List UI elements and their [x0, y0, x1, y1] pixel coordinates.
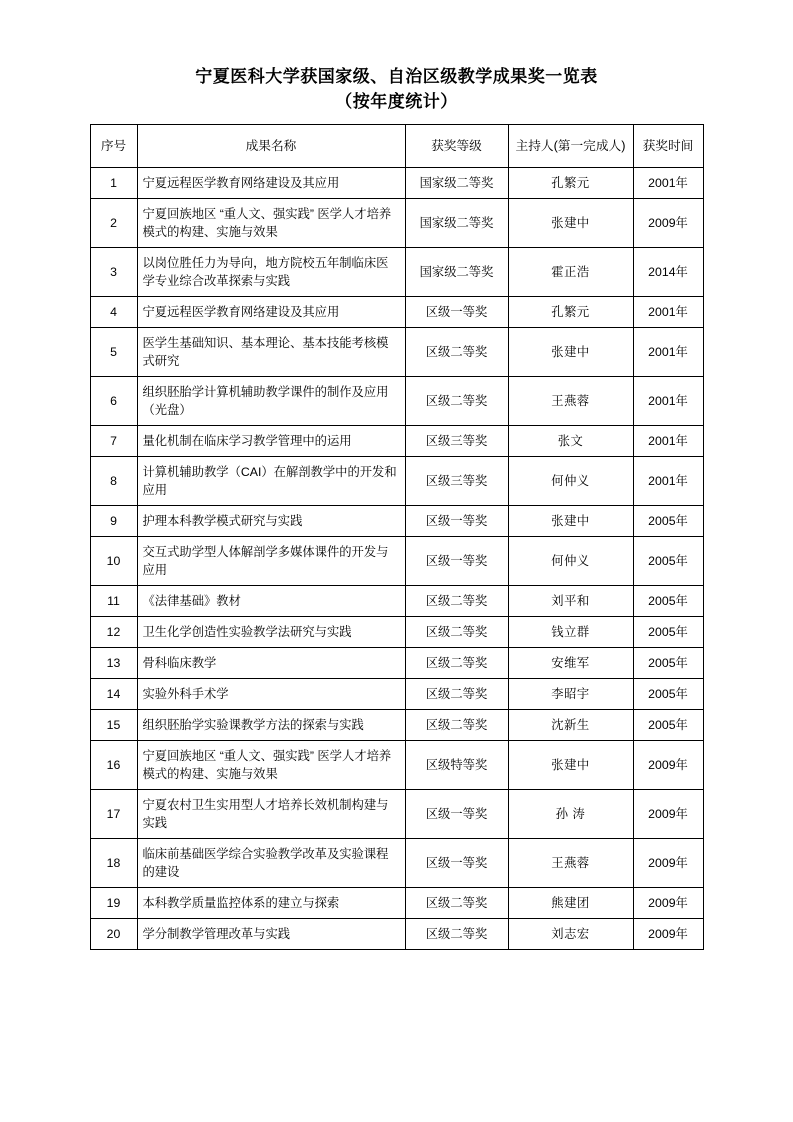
table-row	[90, 586, 703, 617]
table-row	[90, 457, 703, 506]
cell-year: 2005年	[633, 710, 703, 741]
cell-host: 王燕蓉	[508, 377, 633, 426]
cell-name: 宁夏农村卫生实用型人才培养长效机制构建与实践	[137, 790, 405, 839]
page-title: 宁夏医科大学获国家级、自治区级教学成果奖一览表	[195, 67, 598, 86]
cell-host: 张文	[508, 426, 633, 457]
cell-level: 区级一等奖	[405, 790, 508, 839]
cell-seq: 19	[90, 888, 137, 919]
cell-level: 区级一等奖	[405, 506, 508, 537]
cell-seq: 2	[90, 199, 137, 248]
table-row	[90, 919, 703, 950]
cell-level: 区级二等奖	[405, 679, 508, 710]
cell-seq: 16	[90, 741, 137, 790]
cell-year: 2009年	[633, 888, 703, 919]
cell-host: 安维军	[508, 648, 633, 679]
cell-seq: 12	[90, 617, 137, 648]
cell-host: 霍正浩	[508, 248, 633, 297]
table-row	[90, 741, 703, 790]
cell-year: 2009年	[633, 741, 703, 790]
cell-seq: 18	[90, 839, 137, 888]
cell-year: 2001年	[633, 426, 703, 457]
cell-host: 李昭宇	[508, 679, 633, 710]
cell-level: 国家级二等奖	[405, 168, 508, 199]
cell-seq: 13	[90, 648, 137, 679]
column-header-year: 获奖时间	[633, 125, 703, 168]
table-row	[90, 888, 703, 919]
cell-host: 孔繁元	[508, 297, 633, 328]
cell-name: 本科教学质量监控体系的建立与探索	[137, 888, 405, 919]
cell-level: 区级二等奖	[405, 919, 508, 950]
table-row	[90, 506, 703, 537]
cell-seq: 1	[90, 168, 137, 199]
cell-year: 2009年	[633, 199, 703, 248]
cell-year: 2009年	[633, 790, 703, 839]
table-row	[90, 297, 703, 328]
cell-host: 王燕蓉	[508, 839, 633, 888]
cell-year: 2005年	[633, 506, 703, 537]
cell-year: 2014年	[633, 248, 703, 297]
cell-name: 医学生基础知识、基本理论、基本技能考核模式研究	[137, 328, 405, 377]
cell-level: 区级二等奖	[405, 377, 508, 426]
column-header-seq: 序号	[90, 125, 137, 168]
cell-seq: 4	[90, 297, 137, 328]
table-header-row	[90, 125, 703, 168]
cell-year: 2005年	[633, 679, 703, 710]
cell-name: 《法律基础》教材	[137, 586, 405, 617]
table-row	[90, 199, 703, 248]
cell-year: 2005年	[633, 537, 703, 586]
cell-level: 区级三等奖	[405, 426, 508, 457]
table-row	[90, 648, 703, 679]
cell-host: 钱立群	[508, 617, 633, 648]
cell-name: 交互式助学型人体解剖学多媒体课件的开发与应用	[137, 537, 405, 586]
cell-seq: 5	[90, 328, 137, 377]
cell-level: 国家级二等奖	[405, 248, 508, 297]
table-row	[90, 168, 703, 199]
column-header-host: 主持人(第一完成人)	[508, 125, 633, 168]
cell-year: 2001年	[633, 168, 703, 199]
cell-level: 国家级二等奖	[405, 199, 508, 248]
cell-name: 骨科临床教学	[137, 648, 405, 679]
cell-year: 2001年	[633, 457, 703, 506]
cell-seq: 9	[90, 506, 137, 537]
cell-host: 张建中	[508, 741, 633, 790]
cell-host: 张建中	[508, 506, 633, 537]
cell-seq: 14	[90, 679, 137, 710]
cell-year: 2001年	[633, 377, 703, 426]
table-row	[90, 537, 703, 586]
cell-level: 区级二等奖	[405, 648, 508, 679]
cell-year: 2005年	[633, 617, 703, 648]
cell-name: 宁夏回族地区 “重人文、强实践” 医学人才培养模式的构建、实施与效果	[137, 741, 405, 790]
cell-seq: 6	[90, 377, 137, 426]
cell-host: 孔繁元	[508, 168, 633, 199]
cell-year: 2009年	[633, 839, 703, 888]
cell-name: 组织胚胎学实验课教学方法的探索与实践	[137, 710, 405, 741]
table-row	[90, 377, 703, 426]
cell-seq: 3	[90, 248, 137, 297]
cell-level: 区级一等奖	[405, 297, 508, 328]
cell-seq: 8	[90, 457, 137, 506]
table-row	[90, 248, 703, 297]
cell-seq: 11	[90, 586, 137, 617]
cell-host: 熊建团	[508, 888, 633, 919]
table-row	[90, 617, 703, 648]
table-body	[90, 168, 703, 950]
cell-host: 何仲义	[508, 457, 633, 506]
cell-level: 区级二等奖	[405, 586, 508, 617]
cell-name: 宁夏远程医学教育网络建设及其应用	[137, 168, 405, 199]
column-header-level: 获奖等级	[405, 125, 508, 168]
cell-host: 刘志宏	[508, 919, 633, 950]
cell-name: 卫生化学创造性实验教学法研究与实践	[137, 617, 405, 648]
cell-host: 孙 涛	[508, 790, 633, 839]
cell-name: 宁夏回族地区 “重人文、强实践” 医学人才培养模式的构建、实施与效果	[137, 199, 405, 248]
table-row	[90, 679, 703, 710]
table-row	[90, 790, 703, 839]
cell-name: 临床前基础医学综合实验教学改革及实验课程的建设	[137, 839, 405, 888]
cell-name: 以岗位胜任力为导向，地方院校五年制临床医学专业综合改革探索与实践	[137, 248, 405, 297]
cell-level: 区级一等奖	[405, 839, 508, 888]
column-header-name: 成果名称	[137, 125, 405, 168]
cell-name: 量化机制在临床学习教学管理中的运用	[137, 426, 405, 457]
cell-level: 区级二等奖	[405, 710, 508, 741]
cell-level: 区级特等奖	[405, 741, 508, 790]
cell-level: 区级二等奖	[405, 328, 508, 377]
table-row	[90, 839, 703, 888]
cell-name: 实验外科手术学	[137, 679, 405, 710]
cell-year: 2001年	[633, 297, 703, 328]
cell-year: 2009年	[633, 919, 703, 950]
cell-name: 宁夏远程医学教育网络建设及其应用	[137, 297, 405, 328]
table-header	[90, 125, 703, 168]
cell-seq: 15	[90, 710, 137, 741]
cell-host: 沈新生	[508, 710, 633, 741]
table-row	[90, 426, 703, 457]
cell-host: 张建中	[508, 199, 633, 248]
cell-host: 刘平和	[508, 586, 633, 617]
cell-name: 学分制教学管理改革与实践	[137, 919, 405, 950]
cell-seq: 20	[90, 919, 137, 950]
table-row	[90, 710, 703, 741]
cell-year: 2005年	[633, 648, 703, 679]
cell-level: 区级二等奖	[405, 888, 508, 919]
cell-year: 2001年	[633, 328, 703, 377]
cell-name: 组织胚胎学计算机辅助教学课件的制作及应用（光盘）	[137, 377, 405, 426]
cell-level: 区级二等奖	[405, 617, 508, 648]
table-row	[90, 328, 703, 377]
cell-name: 护理本科教学模式研究与实践	[137, 506, 405, 537]
cell-name: 计算机辅助教学（CAI）在解剖教学中的开发和应用	[137, 457, 405, 506]
cell-seq: 17	[90, 790, 137, 839]
cell-seq: 10	[90, 537, 137, 586]
page-subtitle: （按年度统计）	[335, 92, 458, 111]
cell-level: 区级三等奖	[405, 457, 508, 506]
cell-year: 2005年	[633, 586, 703, 617]
cell-level: 区级一等奖	[405, 537, 508, 586]
cell-host: 张建中	[508, 328, 633, 377]
cell-seq: 7	[90, 426, 137, 457]
cell-host: 何仲义	[508, 537, 633, 586]
award-table	[90, 124, 704, 950]
